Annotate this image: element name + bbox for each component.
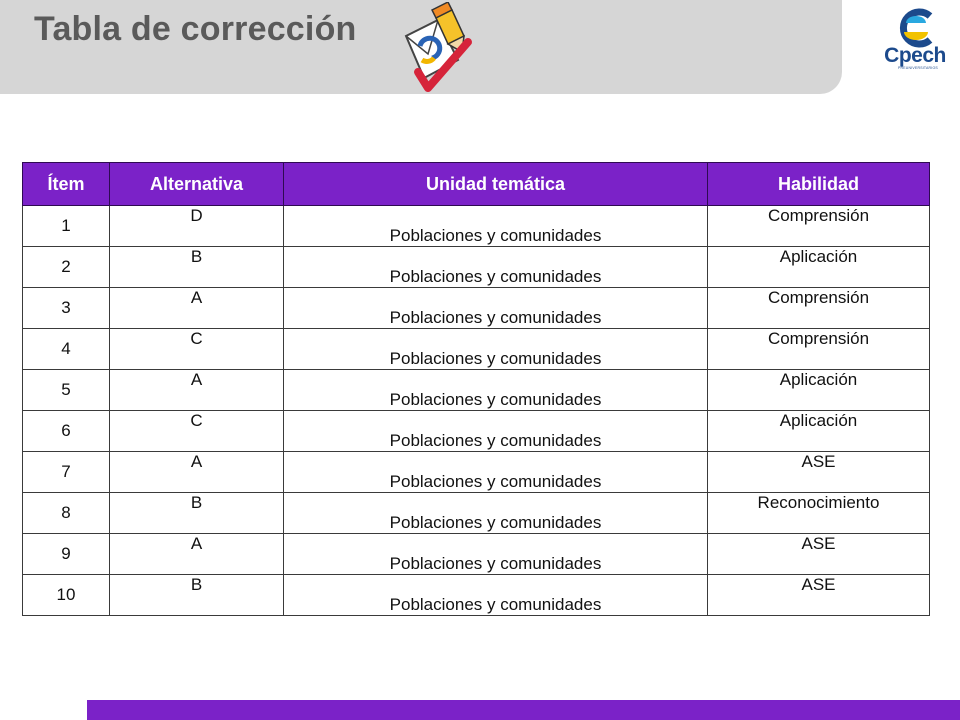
table-header-row — [23, 163, 930, 206]
skill-cell: Aplicación — [708, 370, 930, 411]
alternative-cell: A — [110, 452, 284, 493]
table-row — [23, 411, 930, 452]
item-cell: 5 — [23, 370, 110, 411]
item-cell: 8 — [23, 493, 110, 534]
alternative-cell: D — [110, 206, 284, 247]
item-cell: 9 — [23, 534, 110, 575]
skill-cell: Reconocimiento — [708, 493, 930, 534]
alternative-cell: A — [110, 534, 284, 575]
unit-cell: Poblaciones y comunidades — [284, 452, 708, 493]
alternative-cell: B — [110, 493, 284, 534]
header-skill: Habilidad — [708, 163, 930, 206]
logo-subtitle: PREUNIVERSITARIOS — [898, 66, 938, 70]
unit-cell: Poblaciones y comunidades — [284, 534, 708, 575]
skill-cell: ASE — [708, 534, 930, 575]
skill-cell: Comprensión — [708, 288, 930, 329]
table-row — [23, 534, 930, 575]
table-row — [23, 575, 930, 616]
table-row — [23, 288, 930, 329]
alternative-cell: A — [110, 288, 284, 329]
skill-cell: ASE — [708, 452, 930, 493]
alternative-cell: C — [110, 329, 284, 370]
table-row — [23, 452, 930, 493]
item-cell: 1 — [23, 206, 110, 247]
alternative-cell: C — [110, 411, 284, 452]
skill-cell: Comprensión — [708, 206, 930, 247]
skill-cell: Aplicación — [708, 247, 930, 288]
unit-cell: Poblaciones y comunidades — [284, 411, 708, 452]
footer-bar — [87, 700, 960, 720]
unit-cell: Poblaciones y comunidades — [284, 288, 708, 329]
item-cell: 4 — [23, 329, 110, 370]
table-row — [23, 206, 930, 247]
item-cell: 10 — [23, 575, 110, 616]
page-title: Tabla de corrección — [34, 10, 357, 48]
table-row — [23, 370, 930, 411]
header-item: Ítem — [23, 163, 110, 206]
table-row — [23, 329, 930, 370]
skill-cell: ASE — [708, 575, 930, 616]
logo-mark-icon — [878, 6, 952, 48]
skill-cell: Aplicación — [708, 411, 930, 452]
alternative-cell: B — [110, 247, 284, 288]
table-row — [23, 247, 930, 288]
unit-cell: Poblaciones y comunidades — [284, 575, 708, 616]
unit-cell: Poblaciones y comunidades — [284, 206, 708, 247]
item-cell: 7 — [23, 452, 110, 493]
item-cell: 6 — [23, 411, 110, 452]
alternative-cell: A — [110, 370, 284, 411]
item-cell: 2 — [23, 247, 110, 288]
unit-cell: Poblaciones y comunidades — [284, 247, 708, 288]
skill-cell: Comprensión — [708, 329, 930, 370]
cpech-logo — [878, 6, 952, 76]
pencil-checkmark-icon — [398, 2, 478, 102]
header-unit: Unidad temática — [284, 163, 708, 206]
correction-table — [22, 162, 930, 616]
unit-cell: Poblaciones y comunidades — [284, 370, 708, 411]
alternative-cell: B — [110, 575, 284, 616]
item-cell: 3 — [23, 288, 110, 329]
unit-cell: Poblaciones y comunidades — [284, 493, 708, 534]
logo-brand-text: Cpech — [884, 44, 946, 67]
unit-cell: Poblaciones y comunidades — [284, 329, 708, 370]
header-alternative: Alternativa — [110, 163, 284, 206]
table-row — [23, 493, 930, 534]
